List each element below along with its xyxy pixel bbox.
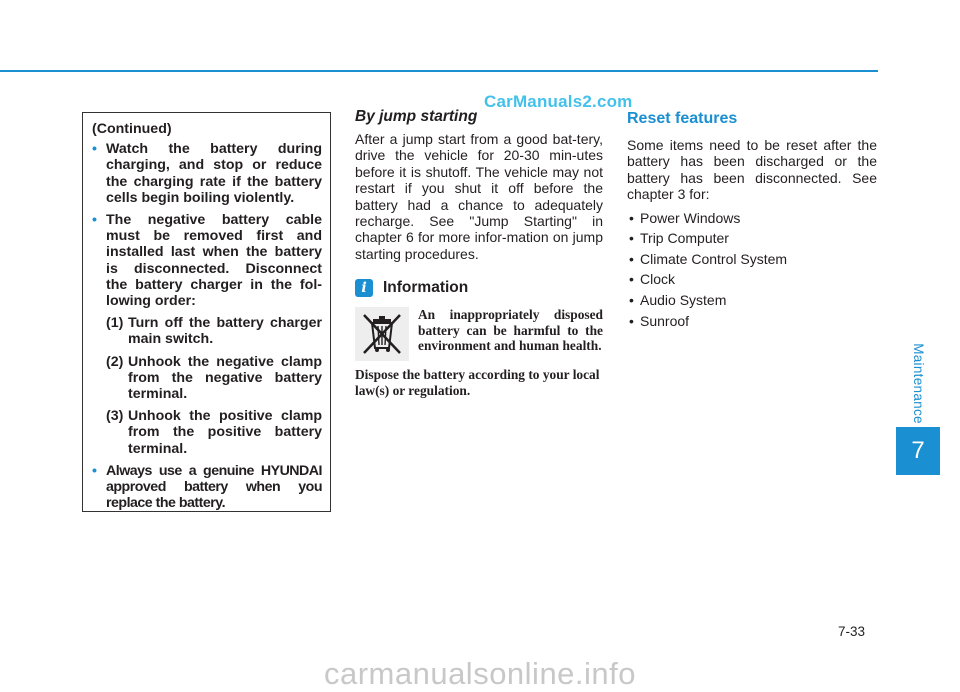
information-title: Information — [383, 279, 469, 297]
list-item — [627, 251, 877, 267]
step-text: Unhook the positive clamp from the positive battery terminal. — [128, 408, 322, 457]
reset-features-section — [627, 110, 877, 333]
list-item-label: Audio System — [640, 292, 727, 308]
continued-label: (Continued) — [92, 121, 172, 137]
crossed-out-bin-icon — [355, 307, 409, 361]
bullet-icon: • — [629, 312, 634, 329]
bullet-icon: • — [629, 209, 634, 226]
info-icon: i — [355, 279, 373, 297]
bullet-icon: • — [92, 462, 97, 479]
dispose-text: Dispose the battery according to your local law(s) or regulation. — [355, 367, 600, 398]
list-item-label: Clock — [640, 271, 676, 288]
section-label-text: Maintenance — [910, 342, 926, 424]
bullet-icon: • — [92, 141, 97, 158]
bullet-icon: • — [629, 292, 634, 308]
warning-text: The negative battery cable must be removed first and installed last when the battery is disconnected. Disconnect the battery charger in the fol-lowing order: — [106, 212, 322, 310]
list-item-label: Power Windows — [640, 209, 741, 226]
bullet-icon: • — [629, 230, 634, 247]
list-item-label: Sunroof — [640, 312, 690, 329]
bullet-icon: • — [629, 250, 634, 267]
warning-box — [82, 112, 331, 512]
step-item — [106, 315, 322, 347]
jump-start-paragraph: After a jump start from a good bat-tery, drive the vehicle for 20-30 min-utes before it is shutoff. The vehicle may not restart if you shut it off before the battery had a chance to adequately recharge. See "Jump Starting" in chapter 6 for more infor-mation on jump starting procedures. — [355, 131, 603, 262]
watermark-link[interactable]: CarManuals2.com — [484, 92, 633, 111]
step-number: (2) — [106, 353, 124, 370]
chapter-tab: 7 — [896, 427, 940, 475]
list-item — [627, 271, 877, 287]
list-item — [627, 313, 877, 329]
section-heading: Reset features — [627, 110, 738, 127]
information-text: An inappropriately disposed battery can be harmful to the environment and human health. — [418, 307, 603, 354]
list-item — [627, 292, 877, 308]
information-body — [355, 307, 603, 361]
step-item — [106, 354, 322, 403]
reset-feature-list — [627, 210, 877, 329]
warning-text: Watch the battery during charging, and stop or reduce the charging rate if the battery cells begin boiling violently. — [106, 141, 322, 206]
warning-item — [92, 141, 322, 206]
warning-item — [92, 212, 322, 309]
step-text: Turn off the battery charger main switch. — [128, 315, 322, 348]
list-item-label: Trip Computer — [640, 230, 729, 247]
warning-text: Always use a genuine HYUNDAI approved battery when you replace the battery. — [106, 462, 322, 512]
footer-watermark-link[interactable]: carmanualsonline.info — [323, 656, 637, 691]
warning-item — [92, 463, 322, 512]
disconnect-steps — [92, 315, 322, 457]
step-number: (1) — [106, 315, 124, 332]
warning-list — [92, 463, 322, 512]
information-header — [355, 279, 603, 297]
page-number: 7-33 — [838, 624, 866, 639]
section-heading: By jump starting — [355, 108, 478, 125]
list-item — [627, 210, 877, 226]
step-text: Unhook the negative clamp from the negative battery terminal. — [128, 353, 322, 403]
bullet-icon: • — [92, 212, 97, 229]
reset-paragraph: Some items need to be reset after the battery has been discharged or the battery has been disconnected. See chapter 3 for: — [627, 137, 877, 203]
step-item — [106, 408, 322, 457]
header-rule — [0, 70, 878, 72]
bullet-icon: • — [629, 271, 634, 288]
step-number: (3) — [106, 408, 124, 425]
section-side-label — [898, 340, 938, 426]
jump-start-section — [355, 108, 603, 398]
warning-list — [92, 141, 322, 309]
list-item-label: Climate Control System — [640, 250, 788, 267]
list-item — [627, 230, 877, 246]
